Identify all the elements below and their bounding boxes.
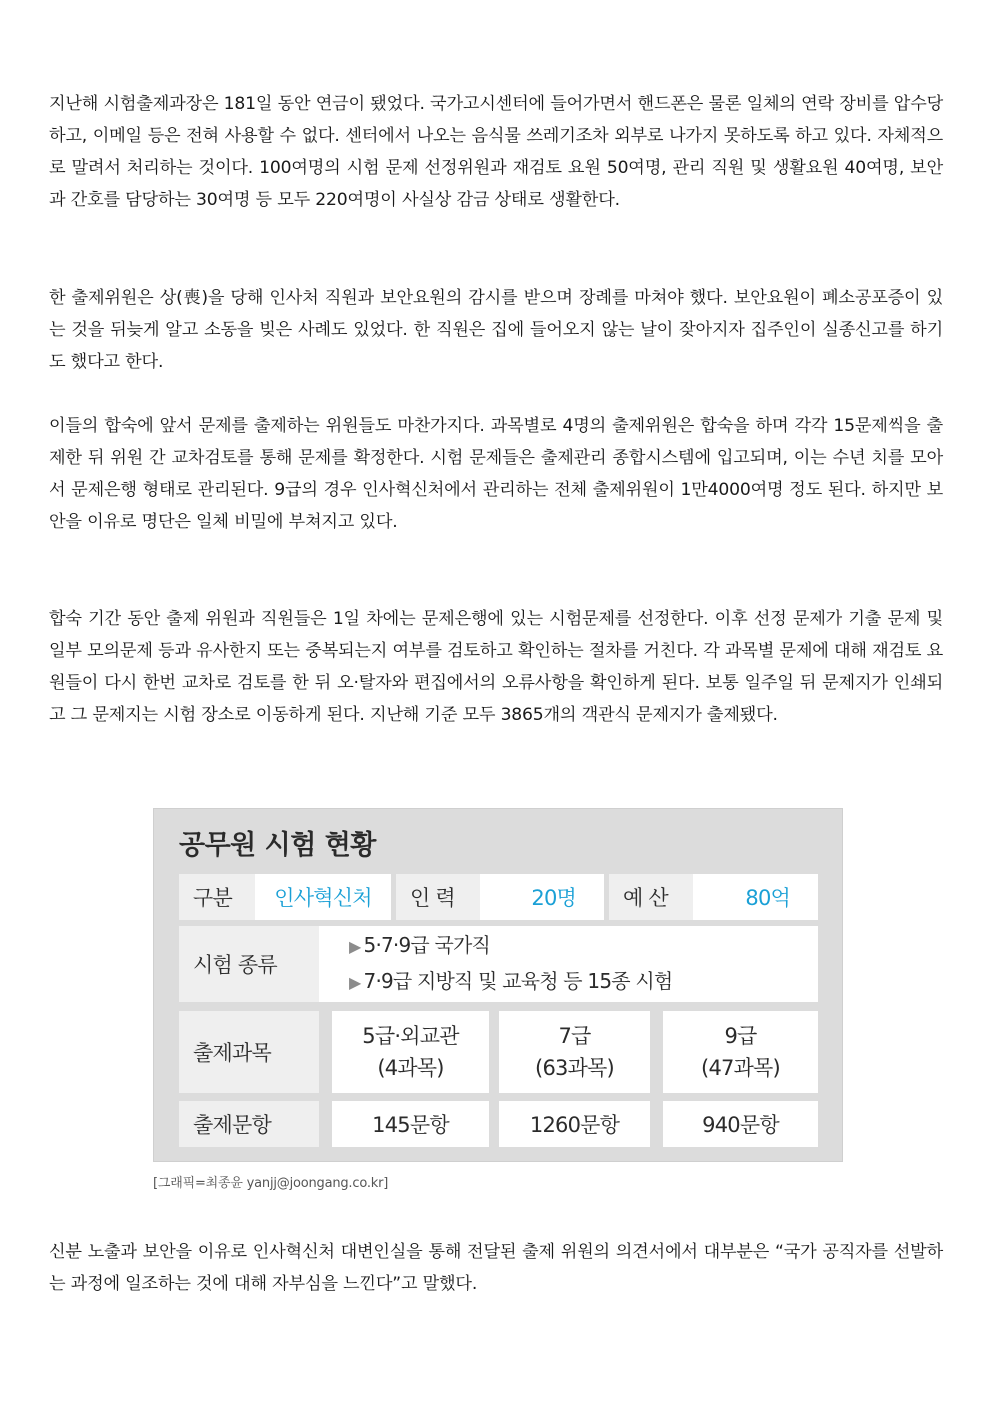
exam-type-item: ▶ 7·9급 지방직 및 교육청 등 15종 시험 [349, 969, 673, 993]
infographic-title: 공무원 시험 현황 [179, 830, 376, 861]
budget-label: 예 산 [609, 874, 693, 920]
article-paragraph-2: 한 출제위원은 상(喪)을 당해 인사처 직원과 보안요원의 감시를 받으며 장례를 마쳐야 했다. 보안요원이 폐소공포증이 있는 것을 뒤늦게 알고 소동을 빚은 사례도 있었다. 한 직원은 집에 들어오지 않는 날이 잦아지자 집주인이 실종신고를 하기도 했다고 한다. [49, 288, 943, 372]
staff-label: 인 력 [396, 874, 480, 920]
civil-service-exam-infographic [153, 808, 843, 1162]
subjects-label: 출제과목 [179, 1011, 319, 1093]
questions-grade5: 145문항 [332, 1101, 489, 1147]
budget-value: 80억 [693, 874, 818, 920]
subjects-grade5: 5급·외교관 (4과목) [332, 1011, 489, 1093]
division-value: 인사혁신처 [255, 874, 391, 920]
subjects-grade9: 9급 (47과목) [663, 1011, 818, 1093]
division-label: 구분 [179, 874, 255, 920]
article-paragraph-3: 이들의 합숙에 앞서 문제를 출제하는 위원들도 마찬가지다. 과목별로 4명의 출제위원은 합숙을 하며 각각 15문제씩을 출제한 뒤 위원 간 교차검토를 통해 문제를 확정한다. 시험 문제들은 출제관리 종합시스템에 입고되며, 이는 수년 치를 모아서 문제은행 형태로 관리된다. 9급의 경우 인사혁신처에서 관리하는 전체 출제위원이 1만4000여명 정도 된다. 하지만 보안을 이유로 명단은 일체 비밀에 부쳐지고 있다. [49, 416, 943, 532]
article-paragraph-5: 신분 노출과 보안을 이유로 인사혁신처 대변인실을 통해 전달된 출제 위원의 의견서에서 대부분은 “국가 공직자를 선발하는 과정에 일조하는 것에 대해 자부심을 느낀다”고 말했다. [49, 1242, 943, 1294]
article-paragraph-4: 합숙 기간 동안 출제 위원과 직원들은 1일 차에는 문제은행에 있는 시험문제를 선정한다. 이후 선정 문제가 기출 문제 및 일부 모의문제 등과 유사한지 또는 중복되는지 여부를 검토하고 확인하는 절차를 거친다. 각 과목별 문제에 대해 재검토 요원들이 다시 한번 교차로 검토를 한 뒤 오·탈자와 편집에서의 오류사항을 확인하게 된다. 보통 일주일 뒤 문제지가 인쇄되고 그 문제지는 시험 장소로 이동하게 된다. 지난해 기준 모두 3865개의 객관식 문제지가 출제됐다. [49, 609, 943, 725]
questions-grade7: 1260문항 [499, 1101, 650, 1147]
subjects-grade7: 7급 (63과목) [499, 1011, 650, 1093]
article-paragraph-1: 지난해 시험출제과장은 181일 동안 연금이 됐었다. 국가고시센터에 들어가면서 핸드폰은 물론 일체의 연락 장비를 압수당하고, 이메일 등은 전혀 사용할 수 없다. 센터에서 나오는 음식물 쓰레기조차 외부로 나가지 못하도록 하고 있다. 자체적으로 말려서 처리하는 것이다. 100여명의 시험 문제 선정위원과 재검토 요원 50여명, 관리 직원 및 생활요원 40여명, 보안과 간호를 담당하는 30여명 등 모두 220여명이 사실상 감금 상태로 생활한다. [49, 94, 943, 210]
exam-type-label: 시험 종류 [179, 926, 319, 1002]
questions-grade9: 940문항 [663, 1101, 818, 1147]
staff-value: 20명 [480, 874, 604, 920]
questions-label: 출제문항 [179, 1101, 319, 1147]
triangle-bullet-icon: ▶ [349, 973, 361, 992]
triangle-bullet-icon: ▶ [349, 937, 361, 956]
exam-type-list [319, 926, 818, 1002]
exam-type-item: ▶ 5·7·9급 국가직 [349, 933, 491, 957]
graphic-credit: [그래픽=최종윤 yanjj@joongang.co.kr] [153, 1176, 389, 1191]
